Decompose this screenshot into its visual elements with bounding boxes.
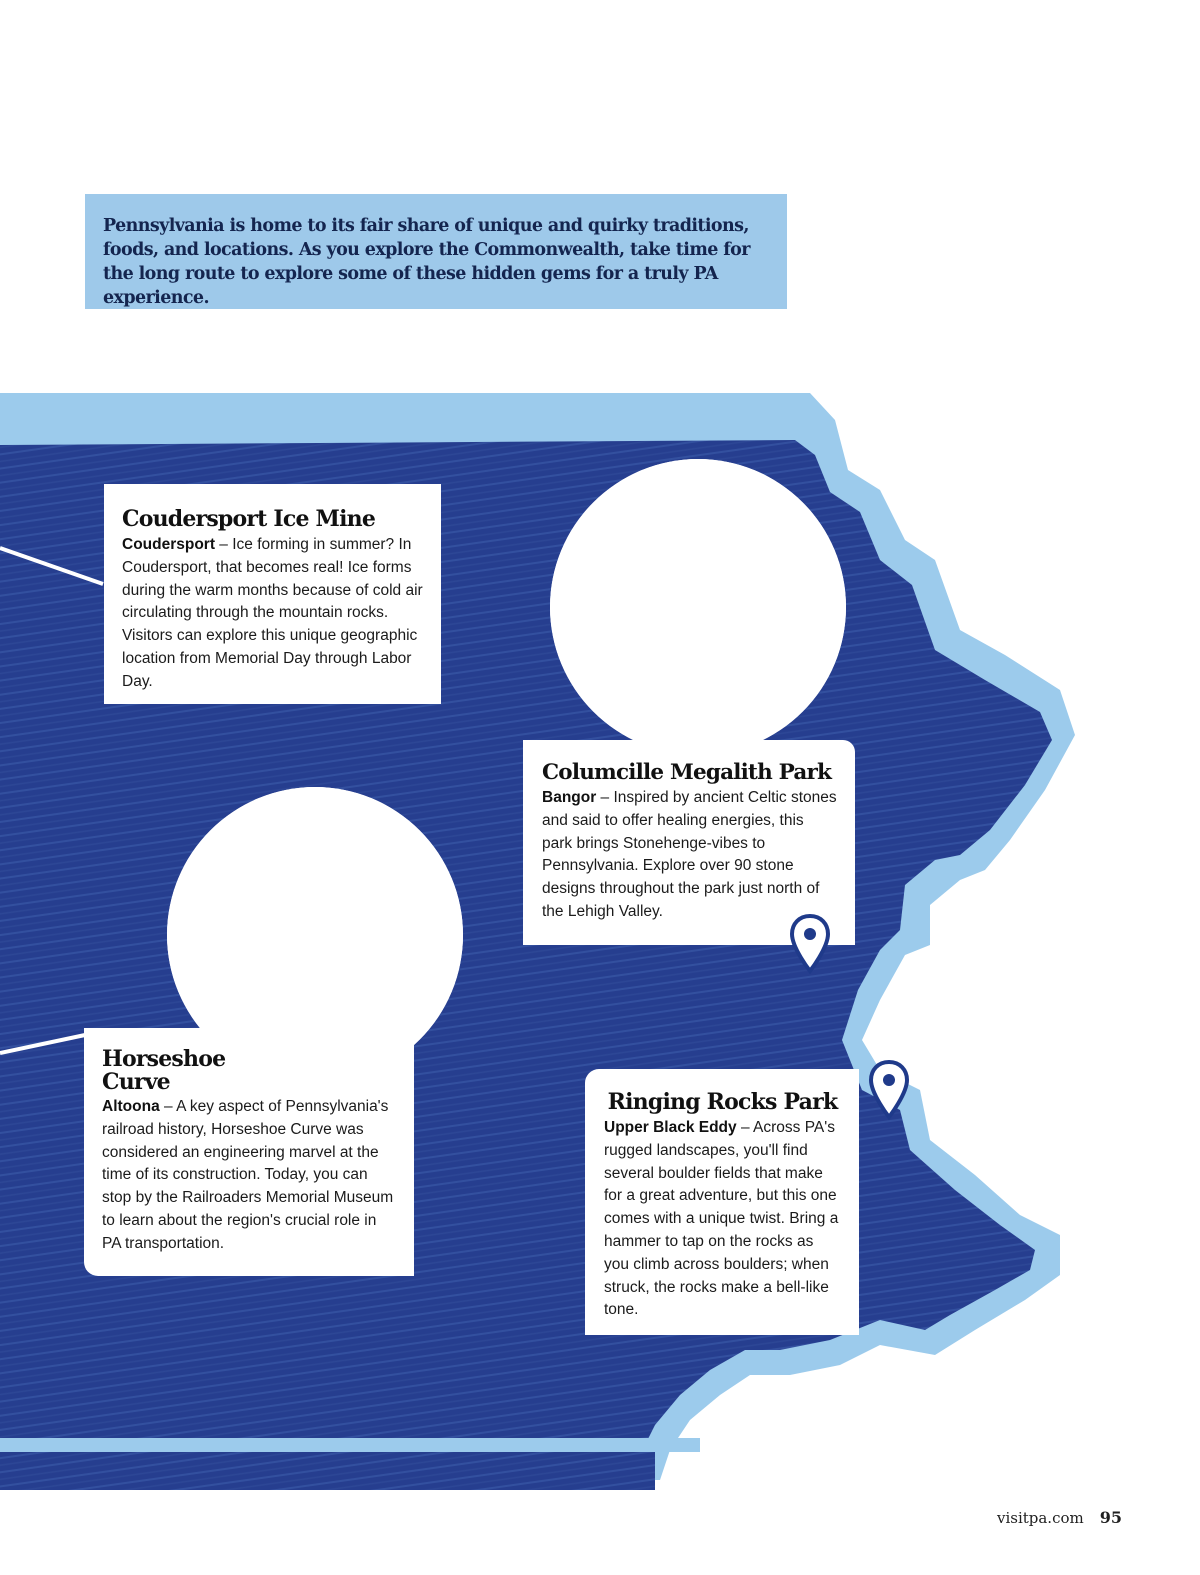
card-location: Bangor — [542, 789, 597, 806]
page-number: 95 — [1099, 1508, 1122, 1527]
card-description: – Ice forming in summer? In Coudersport, that becomes real! Ice forms during the warm months because of cold air circulating through the mountain rocks. Visitors can explore this unique geographic location from Memorial Day through Labor Day. — [122, 536, 423, 690]
state-border-bottom — [0, 1438, 700, 1452]
card-title: Coudersport Ice Mine — [122, 506, 376, 532]
card-location: Coudersport — [122, 536, 215, 553]
card-title: Horseshoe Curve — [102, 1046, 226, 1095]
card-description: – Across PA's rugged landscapes, you'll find several boulder fields that make for a great adventure, but this one comes with a unique twist. Bring a hammer to tap on the rocks as you climb across boulders; when struck, the rocks make a bell-like tone. — [604, 1119, 839, 1319]
card-body — [102, 1096, 396, 1256]
card-location: Upper Black Eddy — [604, 1119, 737, 1136]
footer-site: visitpa.com — [996, 1509, 1084, 1527]
card-horseshoe — [84, 1028, 414, 1276]
map-pin-icon — [867, 1059, 911, 1121]
card-body — [542, 787, 837, 924]
page-footer — [997, 1508, 1122, 1527]
intro-text: Pennsylvania is home to its fair share of unique and quirky traditions, foods, and locations. As you explore the Commonwealth, take time for the long route to explore some of these hidden gems for a truly PA experience. — [103, 216, 750, 308]
card-ringing-rocks — [585, 1069, 859, 1335]
map-pin-icon — [788, 913, 832, 975]
photo-columcille — [550, 459, 846, 755]
card-title: Columcille Megalith Park — [542, 760, 832, 785]
card-location: Altoona — [102, 1098, 160, 1115]
card-body — [122, 534, 423, 694]
card-body — [604, 1117, 841, 1322]
state-fill-bottom — [0, 1452, 655, 1490]
card-description: – Inspired by ancient Celtic stones and said to offer healing energies, this park brings Stonehenge-vibes to Pennsylvania. Explore over 90 stone designs throughout the park just north of the Lehigh Valley. — [542, 789, 837, 920]
card-title: Ringing Rocks Park — [607, 1089, 838, 1115]
card-coudersport — [104, 484, 441, 704]
card-description: – A key aspect of Pennsylvania's railroad history, Horseshoe Curve was considered an engineering marvel at the time of its construction. Today, you can stop by the Railroaders Memorial Museum to learn about the region's crucial role in PA transportation. — [102, 1098, 394, 1252]
